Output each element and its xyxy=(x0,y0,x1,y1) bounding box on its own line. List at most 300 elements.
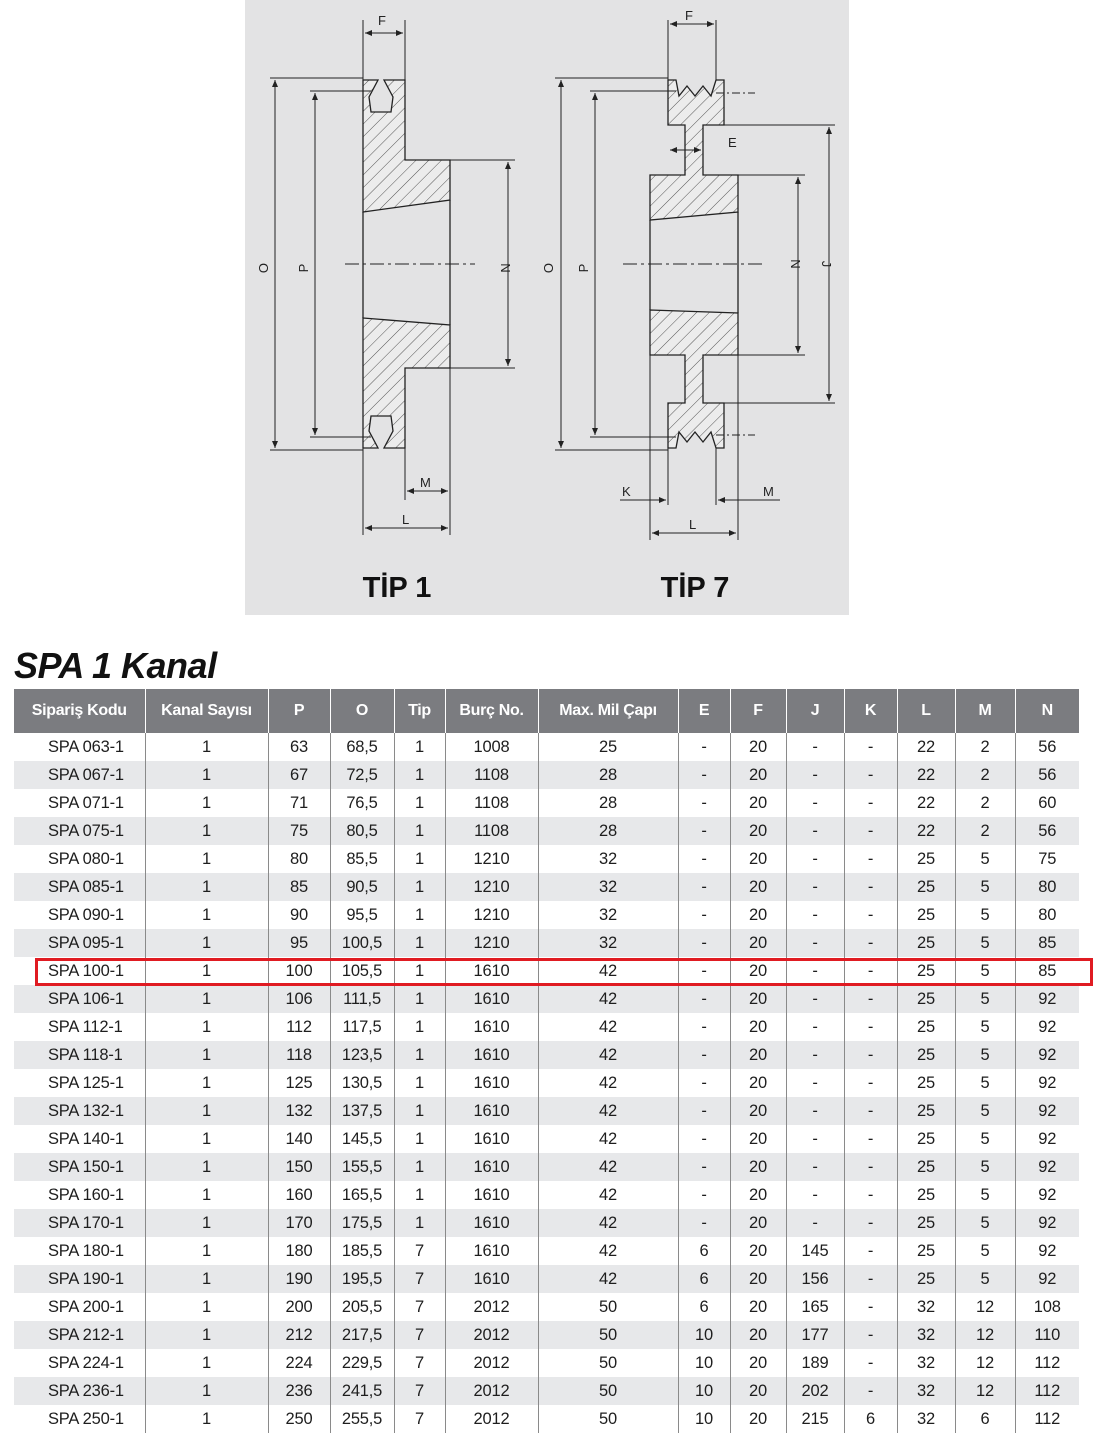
table-cell: - xyxy=(678,1013,730,1041)
table-cell: - xyxy=(844,1069,897,1097)
order-code-cell: SPA 106-1 xyxy=(14,985,145,1013)
table-cell: 1 xyxy=(394,1181,445,1209)
table-cell: - xyxy=(786,1209,844,1237)
table-cell: 10 xyxy=(678,1377,730,1405)
table-cell: 1108 xyxy=(445,789,538,817)
table-cell: 1 xyxy=(145,1041,268,1069)
table-row-highlighted xyxy=(14,957,1079,985)
table-cell: 6 xyxy=(955,1405,1015,1433)
table-cell: 20 xyxy=(730,1041,786,1069)
table-cell: 1 xyxy=(145,873,268,901)
table-cell: 1 xyxy=(145,1097,268,1125)
table-cell: 32 xyxy=(897,1321,955,1349)
table-cell: 112 xyxy=(1015,1405,1079,1433)
table-cell: 63 xyxy=(268,733,330,761)
table-cell: 1108 xyxy=(445,817,538,845)
tip1-dim-p-label: P xyxy=(296,263,311,273)
table-cell: 1610 xyxy=(445,957,538,985)
table-cell: 1210 xyxy=(445,873,538,901)
order-code-cell: SPA 150-1 xyxy=(14,1153,145,1181)
table-cell: 2012 xyxy=(445,1321,538,1349)
table-cell: 255,5 xyxy=(330,1405,394,1433)
table-cell: 185,5 xyxy=(330,1237,394,1265)
table-cell: 85 xyxy=(1015,929,1079,957)
table-row xyxy=(14,1349,1079,1377)
order-code-cell: SPA 118-1 xyxy=(14,1041,145,1069)
table-cell: - xyxy=(844,873,897,901)
table-row xyxy=(14,1321,1079,1349)
tip7-drawing xyxy=(555,20,835,540)
pulley-technical-drawing xyxy=(245,0,849,615)
table-cell: 32 xyxy=(538,845,678,873)
table-cell: 111,5 xyxy=(330,985,394,1013)
table-cell: 1 xyxy=(394,1013,445,1041)
order-code-cell: SPA 067-1 xyxy=(14,761,145,789)
table-cell: 95 xyxy=(268,929,330,957)
table-cell: 20 xyxy=(730,1321,786,1349)
table-cell: 50 xyxy=(538,1349,678,1377)
table-cell: 25 xyxy=(897,1125,955,1153)
table-cell: 1 xyxy=(145,1069,268,1097)
order-code-cell: SPA 112-1 xyxy=(14,1013,145,1041)
column-header: Max. Mil Çapı xyxy=(538,689,678,733)
table-cell: 20 xyxy=(730,1013,786,1041)
table-cell: 5 xyxy=(955,1041,1015,1069)
table-cell: 1 xyxy=(394,1209,445,1237)
table-cell: 75 xyxy=(268,817,330,845)
table-cell: 32 xyxy=(897,1293,955,1321)
table-cell: 22 xyxy=(897,733,955,761)
table-cell: 1 xyxy=(394,985,445,1013)
table-row xyxy=(14,1097,1079,1125)
table-cell: 145 xyxy=(786,1237,844,1265)
table-cell: - xyxy=(678,985,730,1013)
table-cell: - xyxy=(786,1041,844,1069)
table-cell: 20 xyxy=(730,845,786,873)
table-cell: 12 xyxy=(955,1293,1015,1321)
table-cell: - xyxy=(844,1237,897,1265)
table-cell: 25 xyxy=(897,901,955,929)
table-cell: 140 xyxy=(268,1125,330,1153)
pulley-diagram-panel xyxy=(245,0,849,615)
table-row xyxy=(14,1405,1079,1433)
table-cell: 2012 xyxy=(445,1405,538,1433)
table-cell: 1610 xyxy=(445,1013,538,1041)
table-cell: 229,5 xyxy=(330,1349,394,1377)
order-code-cell: SPA 140-1 xyxy=(14,1125,145,1153)
table-cell: 32 xyxy=(897,1405,955,1433)
table-cell: 1 xyxy=(145,817,268,845)
table-cell: 92 xyxy=(1015,1097,1079,1125)
table-cell: 1 xyxy=(145,1209,268,1237)
table-row xyxy=(14,901,1079,929)
table-cell: 22 xyxy=(897,817,955,845)
table-cell: 5 xyxy=(955,1181,1015,1209)
table-cell: 1 xyxy=(145,957,268,985)
table-cell: 12 xyxy=(955,1321,1015,1349)
table-cell: - xyxy=(844,901,897,929)
table-cell: - xyxy=(678,761,730,789)
column-header: O xyxy=(330,689,394,733)
table-cell: 85 xyxy=(268,873,330,901)
table-cell: 10 xyxy=(678,1405,730,1433)
table-cell: - xyxy=(786,845,844,873)
table-cell: 2012 xyxy=(445,1293,538,1321)
table-cell: 75 xyxy=(1015,845,1079,873)
table-row xyxy=(14,789,1079,817)
table-cell: 42 xyxy=(538,1069,678,1097)
column-header: N xyxy=(1015,689,1079,733)
column-header: E xyxy=(678,689,730,733)
table-cell: 20 xyxy=(730,1181,786,1209)
table-cell: 42 xyxy=(538,1265,678,1293)
table-cell: 25 xyxy=(897,1237,955,1265)
table-row xyxy=(14,1125,1079,1153)
table-cell: 25 xyxy=(538,733,678,761)
table-cell: - xyxy=(678,957,730,985)
table-cell: 25 xyxy=(897,929,955,957)
order-code-cell: SPA 075-1 xyxy=(14,817,145,845)
table-cell: 5 xyxy=(955,1153,1015,1181)
table-cell: 1008 xyxy=(445,733,538,761)
table-cell: 20 xyxy=(730,1377,786,1405)
table-cell: 92 xyxy=(1015,985,1079,1013)
table-cell: 117,5 xyxy=(330,1013,394,1041)
table-cell: - xyxy=(844,1321,897,1349)
order-code-cell: SPA 180-1 xyxy=(14,1237,145,1265)
tip7-dim-l-label: L xyxy=(689,517,697,532)
table-cell: 2 xyxy=(955,817,1015,845)
order-code-cell: SPA 080-1 xyxy=(14,845,145,873)
table-cell: 250 xyxy=(268,1405,330,1433)
table-cell: 112 xyxy=(268,1013,330,1041)
table-cell: - xyxy=(786,957,844,985)
table-cell: - xyxy=(844,761,897,789)
table-cell: 92 xyxy=(1015,1069,1079,1097)
order-code-cell: SPA 071-1 xyxy=(14,789,145,817)
table-cell: 195,5 xyxy=(330,1265,394,1293)
table-cell: 67 xyxy=(268,761,330,789)
column-header: J xyxy=(786,689,844,733)
table-cell: - xyxy=(844,1265,897,1293)
table-cell: 5 xyxy=(955,873,1015,901)
table-cell: - xyxy=(678,1097,730,1125)
table-cell: - xyxy=(786,1181,844,1209)
table-cell: 1 xyxy=(394,1041,445,1069)
table-cell: 5 xyxy=(955,1209,1015,1237)
table-cell: 1 xyxy=(394,761,445,789)
table-cell: 42 xyxy=(538,957,678,985)
table-cell: 108 xyxy=(1015,1293,1079,1321)
table-cell: 12 xyxy=(955,1349,1015,1377)
table-cell: 28 xyxy=(538,817,678,845)
table-cell: 6 xyxy=(678,1293,730,1321)
table-cell: 20 xyxy=(730,733,786,761)
table-cell: - xyxy=(678,845,730,873)
table-cell: - xyxy=(844,1349,897,1377)
table-cell: 1610 xyxy=(445,1265,538,1293)
table-cell: 10 xyxy=(678,1321,730,1349)
table-cell: 2012 xyxy=(445,1349,538,1377)
table-cell: 165 xyxy=(786,1293,844,1321)
table-cell: 20 xyxy=(730,1405,786,1433)
table-cell: 1 xyxy=(394,1153,445,1181)
table-row xyxy=(14,1181,1079,1209)
table-cell: - xyxy=(786,1013,844,1041)
table-cell: 56 xyxy=(1015,761,1079,789)
table-cell: 5 xyxy=(955,1125,1015,1153)
table-cell: - xyxy=(786,733,844,761)
table-cell: 224 xyxy=(268,1349,330,1377)
table-cell: 1 xyxy=(145,1181,268,1209)
table-cell: 56 xyxy=(1015,817,1079,845)
table-cell: 1 xyxy=(394,1069,445,1097)
table-cell: - xyxy=(844,985,897,1013)
table-cell: 25 xyxy=(897,1041,955,1069)
tip1-dim-l-label: L xyxy=(402,512,410,527)
table-cell: 32 xyxy=(897,1377,955,1405)
tip7-dim-k-label: K xyxy=(622,484,631,499)
order-code-cell: SPA 250-1 xyxy=(14,1405,145,1433)
table-cell: 92 xyxy=(1015,1125,1079,1153)
table-cell: 80,5 xyxy=(330,817,394,845)
table-cell: 1210 xyxy=(445,929,538,957)
table-row xyxy=(14,1069,1079,1097)
table-cell: 25 xyxy=(897,1181,955,1209)
table-cell: 1 xyxy=(145,1153,268,1181)
table-cell: 68,5 xyxy=(330,733,394,761)
table-cell: 20 xyxy=(730,1153,786,1181)
table-cell: - xyxy=(678,1041,730,1069)
table-cell: 85 xyxy=(1015,957,1079,985)
table-cell: 42 xyxy=(538,985,678,1013)
column-header: P xyxy=(268,689,330,733)
table-cell: 1 xyxy=(394,901,445,929)
table-cell: 5 xyxy=(955,1237,1015,1265)
table-cell: 1 xyxy=(145,761,268,789)
table-cell: 25 xyxy=(897,1013,955,1041)
table-cell: 76,5 xyxy=(330,789,394,817)
table-cell: 80 xyxy=(268,845,330,873)
table-cell: - xyxy=(678,929,730,957)
table-cell: 5 xyxy=(955,1265,1015,1293)
table-cell: 1 xyxy=(145,1377,268,1405)
table-cell: 200 xyxy=(268,1293,330,1321)
table-cell: 92 xyxy=(1015,1265,1079,1293)
table-cell: 5 xyxy=(955,929,1015,957)
order-code-cell: SPA 100-1 xyxy=(14,957,145,985)
table-cell: - xyxy=(786,985,844,1013)
table-cell: 1610 xyxy=(445,1181,538,1209)
table-cell: 1 xyxy=(394,733,445,761)
table-cell: 1610 xyxy=(445,1069,538,1097)
table-cell: 5 xyxy=(955,985,1015,1013)
table-cell: - xyxy=(844,733,897,761)
table-cell: 1610 xyxy=(445,1125,538,1153)
table-cell: 42 xyxy=(538,1181,678,1209)
table-cell: 1610 xyxy=(445,1209,538,1237)
table-cell: 50 xyxy=(538,1377,678,1405)
table-cell: 32 xyxy=(538,901,678,929)
table-cell: 100,5 xyxy=(330,929,394,957)
table-cell: 1 xyxy=(394,1097,445,1125)
table-cell: - xyxy=(844,1153,897,1181)
table-cell: 25 xyxy=(897,1153,955,1181)
table-cell: 1 xyxy=(145,1013,268,1041)
order-code-cell: SPA 236-1 xyxy=(14,1377,145,1405)
table-cell: 90,5 xyxy=(330,873,394,901)
table-cell: 1 xyxy=(394,1125,445,1153)
table-cell: 20 xyxy=(730,957,786,985)
table-cell: - xyxy=(678,733,730,761)
table-cell: 92 xyxy=(1015,1209,1079,1237)
order-code-cell: SPA 132-1 xyxy=(14,1097,145,1125)
table-cell: 241,5 xyxy=(330,1377,394,1405)
table-row xyxy=(14,1041,1079,1069)
table-cell: 1 xyxy=(145,1405,268,1433)
table-cell: 1 xyxy=(145,733,268,761)
order-code-cell: SPA 063-1 xyxy=(14,733,145,761)
table-cell: 105,5 xyxy=(330,957,394,985)
tip7-dim-j-label: J xyxy=(819,260,834,268)
table-cell: 1 xyxy=(145,1265,268,1293)
table-cell: 1 xyxy=(145,1293,268,1321)
table-cell: 156 xyxy=(786,1265,844,1293)
table-cell: 1210 xyxy=(445,901,538,929)
table-cell: 1 xyxy=(145,1125,268,1153)
table-cell: 1 xyxy=(145,1237,268,1265)
table-cell: 1210 xyxy=(445,845,538,873)
table-cell: 25 xyxy=(897,957,955,985)
table-cell: 25 xyxy=(897,845,955,873)
table-row xyxy=(14,1265,1079,1293)
table-cell: - xyxy=(678,1181,730,1209)
table-cell: 7 xyxy=(394,1265,445,1293)
table-cell: - xyxy=(786,1097,844,1125)
table-cell: - xyxy=(678,1069,730,1097)
table-cell: 25 xyxy=(897,1209,955,1237)
table-cell: 5 xyxy=(955,1097,1015,1125)
tip1-dim-f-label: F xyxy=(378,13,386,28)
spa-spec-table xyxy=(14,689,1079,1433)
table-cell: 42 xyxy=(538,1237,678,1265)
table-cell: 5 xyxy=(955,957,1015,985)
table-cell: 2012 xyxy=(445,1377,538,1405)
table-cell: - xyxy=(678,1209,730,1237)
table-row xyxy=(14,1377,1079,1405)
table-cell: 1610 xyxy=(445,985,538,1013)
table-cell: 20 xyxy=(730,1237,786,1265)
table-cell: 125 xyxy=(268,1069,330,1097)
table-cell: 6 xyxy=(678,1237,730,1265)
order-code-cell: SPA 224-1 xyxy=(14,1349,145,1377)
table-cell: 1 xyxy=(145,929,268,957)
table-cell: 1 xyxy=(394,845,445,873)
order-code-cell: SPA 160-1 xyxy=(14,1181,145,1209)
table-header-row xyxy=(14,689,1079,733)
table-cell: 20 xyxy=(730,1069,786,1097)
table-cell: 165,5 xyxy=(330,1181,394,1209)
order-code-cell: SPA 190-1 xyxy=(14,1265,145,1293)
table-cell: 25 xyxy=(897,873,955,901)
table-cell: 60 xyxy=(1015,789,1079,817)
table-cell: 28 xyxy=(538,761,678,789)
table-cell: - xyxy=(844,845,897,873)
table-cell: 2 xyxy=(955,789,1015,817)
table-cell: 1 xyxy=(145,1349,268,1377)
table-cell: 32 xyxy=(538,873,678,901)
table-cell: 10 xyxy=(678,1349,730,1377)
table-cell: 1 xyxy=(145,901,268,929)
table-cell: 7 xyxy=(394,1349,445,1377)
table-cell: 20 xyxy=(730,1125,786,1153)
table-cell: 7 xyxy=(394,1237,445,1265)
table-cell: - xyxy=(786,817,844,845)
table-cell: 72,5 xyxy=(330,761,394,789)
table-cell: 1 xyxy=(394,817,445,845)
table-cell: - xyxy=(786,929,844,957)
table-cell: 1 xyxy=(394,957,445,985)
table-cell: 177 xyxy=(786,1321,844,1349)
table-cell: 92 xyxy=(1015,1153,1079,1181)
table-cell: 100 xyxy=(268,957,330,985)
table-cell: 85,5 xyxy=(330,845,394,873)
table-cell: 7 xyxy=(394,1321,445,1349)
table-row xyxy=(14,817,1079,845)
table-cell: 5 xyxy=(955,1069,1015,1097)
table-cell: 1 xyxy=(394,873,445,901)
table-cell: 92 xyxy=(1015,1013,1079,1041)
table-cell: 32 xyxy=(538,929,678,957)
table-cell: 1 xyxy=(145,845,268,873)
table-row xyxy=(14,985,1079,1013)
table-cell: 25 xyxy=(897,1069,955,1097)
table-row xyxy=(14,761,1079,789)
order-code-cell: SPA 085-1 xyxy=(14,873,145,901)
table-cell: 42 xyxy=(538,1097,678,1125)
table-cell: 22 xyxy=(897,789,955,817)
table-cell: 42 xyxy=(538,1153,678,1181)
table-cell: 150 xyxy=(268,1153,330,1181)
order-code-cell: SPA 090-1 xyxy=(14,901,145,929)
table-cell: 25 xyxy=(897,985,955,1013)
table-cell: 190 xyxy=(268,1265,330,1293)
table-cell: - xyxy=(844,929,897,957)
table-cell: 1 xyxy=(145,789,268,817)
table-cell: - xyxy=(844,1293,897,1321)
table-cell: 215 xyxy=(786,1405,844,1433)
tip7-dim-m-label: M xyxy=(763,484,774,499)
tip7-dim-p-label: P xyxy=(576,263,591,273)
table-cell: 22 xyxy=(897,761,955,789)
table-row xyxy=(14,873,1079,901)
table-cell: 56 xyxy=(1015,733,1079,761)
column-header: Burç No. xyxy=(445,689,538,733)
tip1-dim-o-label: O xyxy=(256,262,271,274)
table-cell: - xyxy=(786,873,844,901)
table-cell: 71 xyxy=(268,789,330,817)
table-cell: 2 xyxy=(955,761,1015,789)
table-row xyxy=(14,1293,1079,1321)
tip7-dim-e-label: E xyxy=(728,135,737,150)
table-cell: 110 xyxy=(1015,1321,1079,1349)
table-cell: 155,5 xyxy=(330,1153,394,1181)
table-cell: 50 xyxy=(538,1321,678,1349)
table-row xyxy=(14,1013,1079,1041)
table-cell: 175,5 xyxy=(330,1209,394,1237)
table-row xyxy=(14,929,1079,957)
table-cell: - xyxy=(786,789,844,817)
